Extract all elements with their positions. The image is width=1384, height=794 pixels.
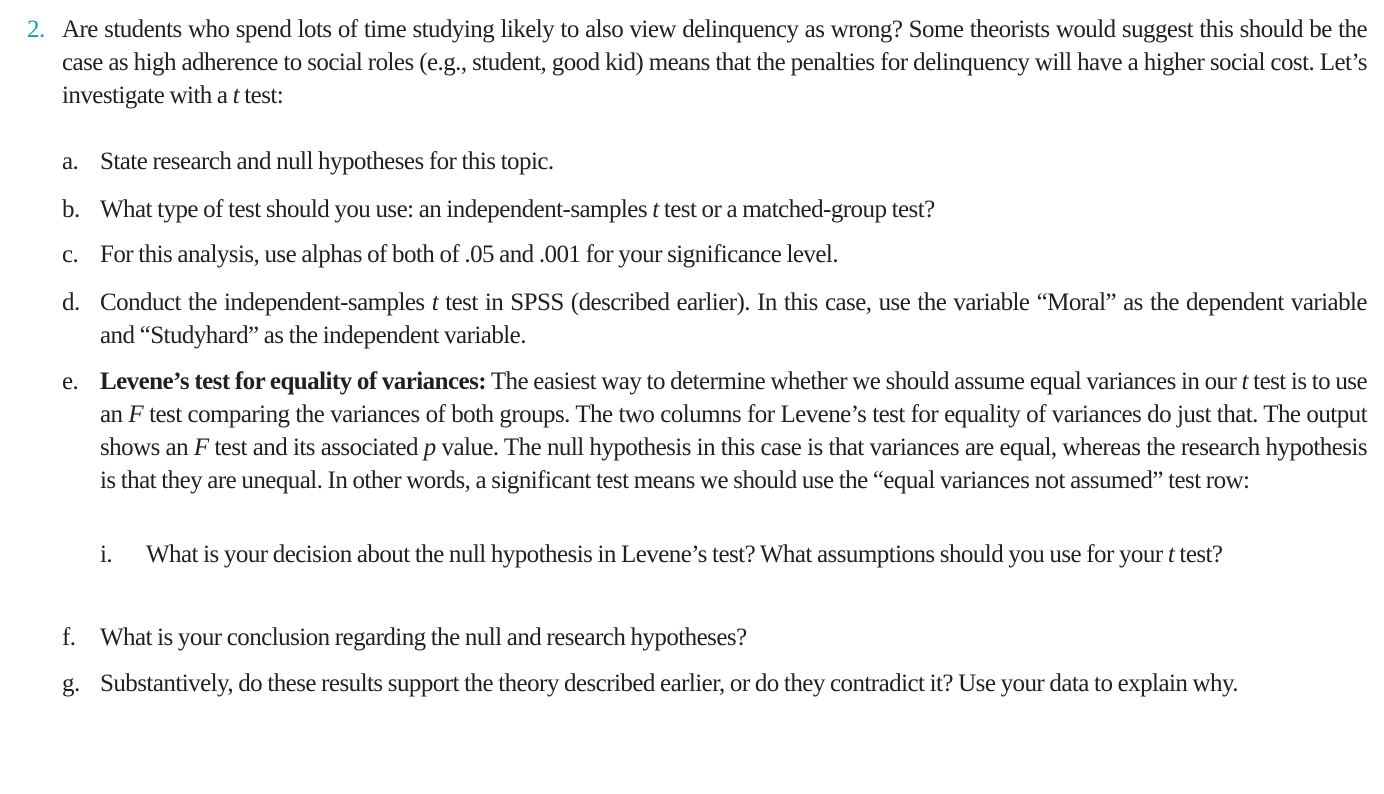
item-e-i-text-part2: test? xyxy=(1174,541,1223,568)
item-e-bold-lead: Levene’s test for equality of variances: xyxy=(100,368,487,395)
item-c-letter: c. xyxy=(62,241,79,268)
item-d-letter: d. xyxy=(62,289,80,316)
item-e-text-part2: test is to use an xyxy=(100,368,1368,428)
item-e-i-italic-t: t xyxy=(1167,541,1175,568)
question-text-italic-t: t xyxy=(232,82,240,109)
item-e-i-letter: i. xyxy=(100,541,113,568)
item-b-text-part2: test or a matched-group test? xyxy=(658,196,935,223)
item-d-text-part1: Conduct the independent-samples xyxy=(100,289,432,316)
item-c-text: For this analysis, use alphas of both of .05 and .001 for your significance level. xyxy=(100,241,839,268)
item-d-text xyxy=(100,286,1367,352)
item-a-text: State research and null hypotheses for this topic. xyxy=(100,148,554,175)
item-b-text-part1: What type of test should you use: an independent-samples xyxy=(100,196,653,223)
item-f-text: What is your conclusion regarding the null and research hypotheses? xyxy=(100,624,747,651)
question-number: 2. xyxy=(27,16,45,43)
item-e-text-part5: value. The null hypothesis in this case is that variances are equal, whereas the research hypothesis is that they are unequal. In other words, a significant test means we should use the “equal variances not assumed” test row: xyxy=(100,434,1368,494)
question-text-part1: Are students who spend lots of time studying likely to also view delinquency as wrong? Some theorists would suggest this should be the case as high adherence to social roles (e.g., student, good kid) means that the penalties for delinquency will have a higher social cost. Let’s investigate with a xyxy=(62,16,1367,109)
item-e-italic-t: t xyxy=(1241,368,1248,395)
item-e-text-part3: test comparing the variances of both groups. The two columns for Levene’s test for equality of variances do just that. The output shows an xyxy=(100,401,1367,461)
item-e-italic-f1: F xyxy=(128,401,144,428)
item-g-letter: g. xyxy=(62,670,80,697)
item-b-letter: b. xyxy=(62,196,80,223)
question-text-part2: test: xyxy=(239,82,284,109)
question-text xyxy=(62,13,1367,112)
item-e-text xyxy=(100,365,1367,497)
item-b-italic-t: t xyxy=(652,196,659,223)
item-g-text: Substantively, do these results support the theory described earlier, or do they contradict it? Use your data to explain why. xyxy=(100,670,1239,697)
item-d-italic-t: t xyxy=(431,289,439,316)
item-e-letter: e. xyxy=(62,368,79,395)
item-e-i-text-part1: What is your decision about the null hypothesis in Levene’s test? What assumptions should you use for your xyxy=(146,541,1168,568)
item-e-italic-f2: F xyxy=(193,434,209,461)
item-e-text-part4: test and its associated xyxy=(208,434,424,461)
item-f-letter: f. xyxy=(62,624,76,651)
item-e-italic-p: p xyxy=(423,434,436,461)
item-b-text xyxy=(100,193,1367,226)
item-e-i-text xyxy=(146,538,1367,571)
item-e-text-part1: The easiest way to determine whether we should assume equal variances in our xyxy=(486,368,1242,395)
item-a-letter: a. xyxy=(62,148,79,175)
item-d-text-part2: test in SPSS (described earlier). In this case, use the variable “Moral” as the dependent variable and “Studyhard” as the independent variable. xyxy=(100,289,1367,349)
